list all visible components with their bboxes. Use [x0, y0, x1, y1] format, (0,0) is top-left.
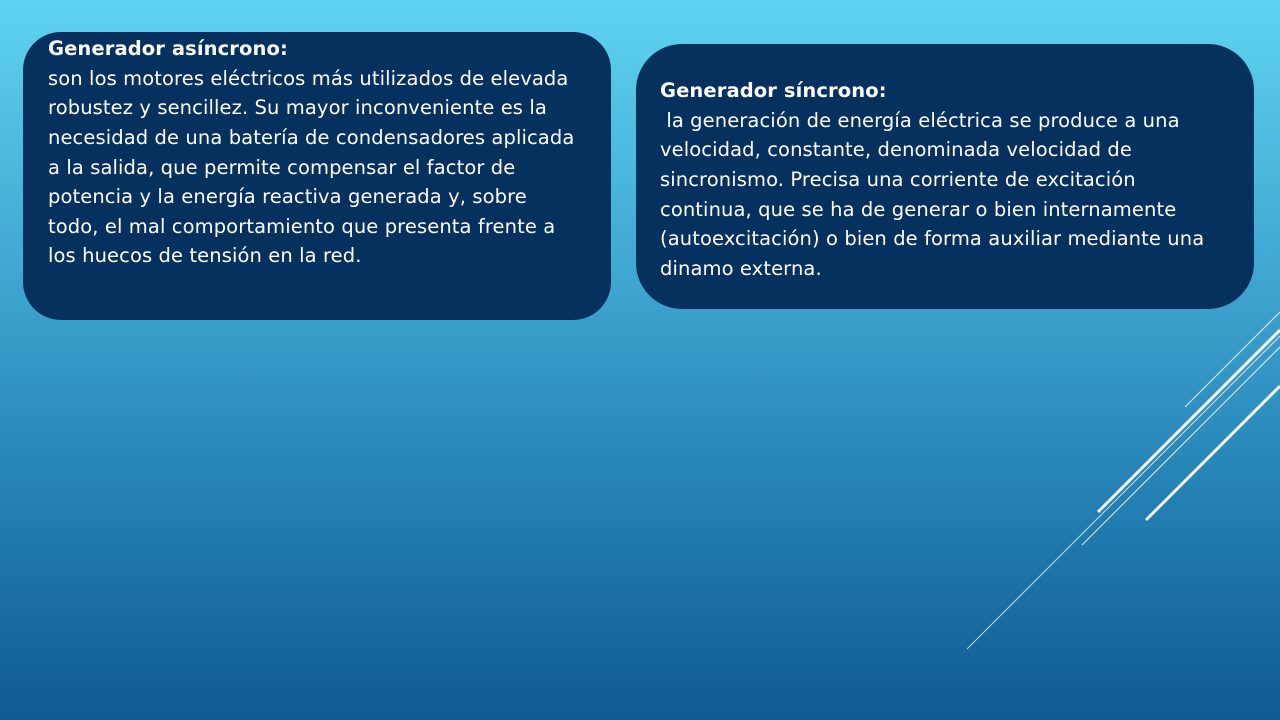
synchronous-generator-card	[636, 44, 1254, 309]
decorative-line-thick-1	[1098, 330, 1280, 512]
synchronous-generator-title: Generador síncrono:	[660, 79, 887, 102]
decorative-line-thin-2	[1082, 347, 1280, 545]
asynchronous-generator-card	[23, 32, 611, 320]
asynchronous-generator-text: son los motores eléctricos más utilizados de elevada robustez y sencillez. Su mayor inconveniente es la necesidad de una batería de condensadores aplicada a la salida, que permite compensar el factor de potencia y la energía reactiva generada y, sobre todo, el mal comportamiento que presenta frente a los huecos de tensión en la red.	[48, 66, 575, 268]
decorative-line-thin-3	[967, 336, 1280, 649]
synchronous-generator-text: la generación de energía eléctrica se produce a una velocidad, constante, denominada velocidad de sincronismo. Precisa una corriente de excitación continua, que se ha de generar o bien internamente (autoexcitación) o bien de forma auxiliar mediante una dinamo externa.	[660, 108, 1211, 280]
decorative-line-thick-2	[1146, 386, 1280, 520]
decorative-line-thin-1	[1185, 312, 1280, 407]
asynchronous-generator-title: Generador asíncrono:	[48, 37, 288, 60]
